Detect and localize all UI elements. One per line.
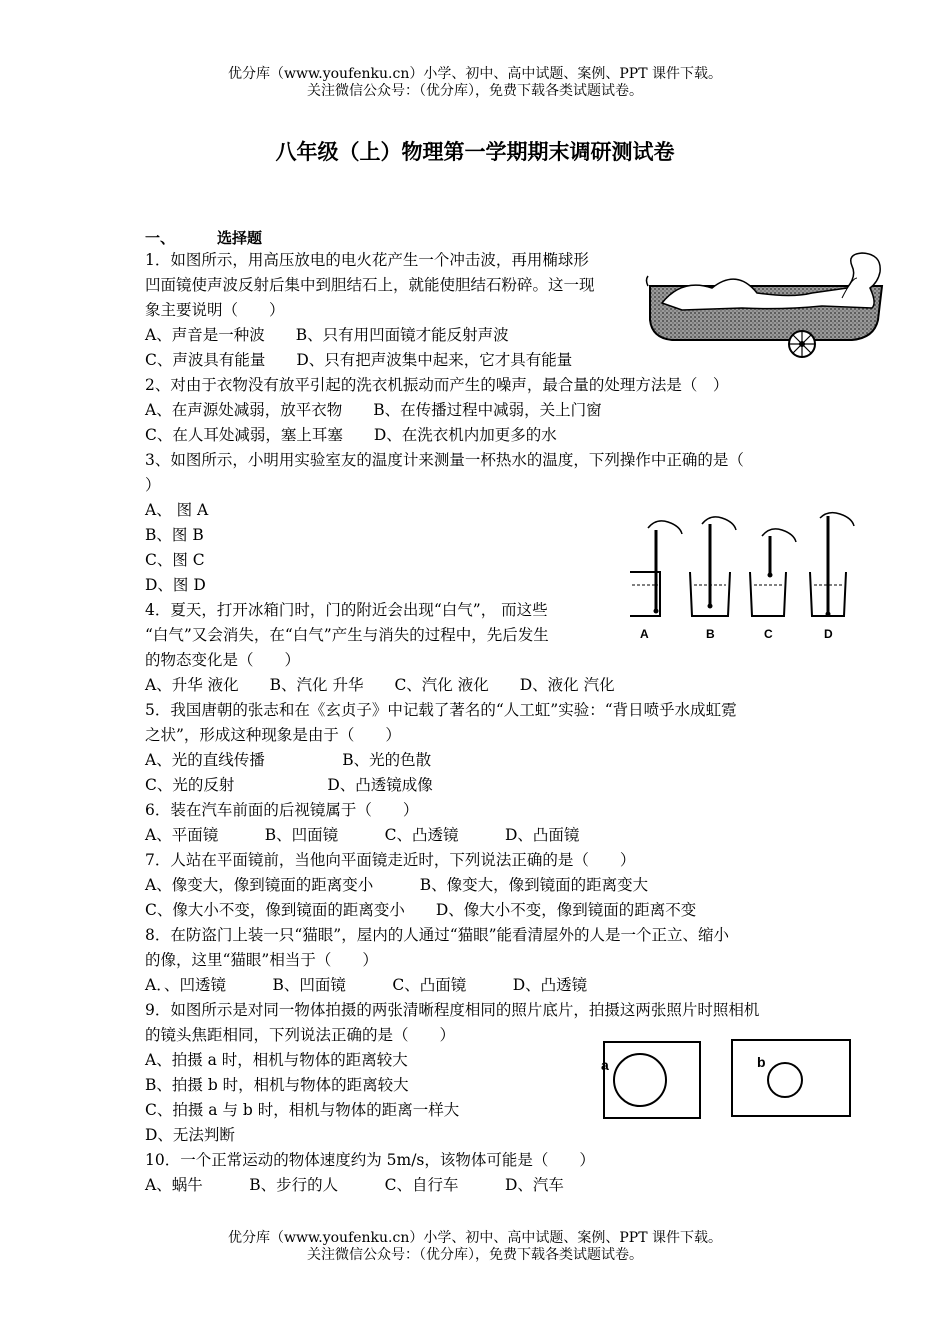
beaker-c [750, 529, 796, 616]
text-line: A、声音是一种波 B、只有用凹面镜才能反射声波 [145, 326, 509, 344]
section-heading [145, 227, 262, 248]
footer [0, 1230, 950, 1264]
text-line: A．、凹透镜 B、凹面镜 C、凸面镜 D、凸透镜 [145, 976, 588, 994]
text-line: A、光的直线传播 B、光的色散 [145, 751, 432, 769]
text-line: “白气”又会消失，在“白气”产生与消失的过程中，先后发生 [145, 626, 549, 644]
text-line: 9．如图所示是对同一物体拍摄的两张清晰程度相同的照片底片，拍摄这两张照片时照相机 [145, 1001, 760, 1019]
text-line: C、在人耳处减弱，塞上耳塞 D、在洗衣机内加更多的水 [145, 426, 557, 444]
text-line: 4．夏天，打开冰箱门时，门的附近会出现“白气”， 而这些 [145, 601, 548, 619]
text-line: 10．一个正常运动的物体速度约为 5m/s，该物体可能是（ ） [145, 1151, 595, 1169]
text-line: 象主要说明（ ） [145, 301, 285, 319]
text-line: ） [145, 476, 161, 494]
section-number: 一、 [145, 229, 176, 247]
text-line: A、蜗牛 B、步行的人 C、自行车 D、汽车 [145, 1176, 564, 1194]
text-line: 的镜头焦距相同，下列说法正确的是（ ） [145, 1026, 456, 1044]
photo-a-frame [604, 1042, 700, 1118]
header-line-1: 优分库（www.youfenku.cn）小学、初中、高中试题、案例、PPT 课件下载。 [227, 66, 722, 82]
text-line: D、无法判断 [145, 1126, 235, 1144]
footer-line-2: 关注微信公众号：（优分库），免费下载各类试题试卷。 [307, 1247, 643, 1263]
text-line: A、平面镜 B、凹面镜 C、凸透镜 D、凸面镜 [145, 826, 580, 844]
page-title: 八年级（上）物理第一学期期末调研测试卷 [275, 139, 675, 164]
text-line: D、图 D [145, 576, 206, 594]
text-line: 8．在防盗门上装一只“猫眼”，屋内的人通过“猫眼”能看清屋外的人是一个正立、缩小 [145, 926, 730, 944]
beaker-label-b: B [706, 627, 715, 641]
text-line: B、拍摄 b 时，相机与物体的距离较大 [145, 1076, 409, 1094]
beaker-label-a: A [640, 627, 649, 641]
photo-label-a: a [601, 1057, 609, 1073]
text-line: C、图 C [145, 551, 205, 569]
text-line: 3、如图所示，小明用实验室友的温度计来测量一杯热水的温度，下列操作中正确的是（ [145, 451, 744, 469]
text-line: 的物态变化是（ ） [145, 651, 301, 669]
text-line: A、像变大，像到镜面的距离变小 B、像变大，像到镜面的距离变大 [145, 876, 649, 894]
footer-line-1: 优分库（www.youfenku.cn）小学、初中、高中试题、案例、PPT 课件下载。 [227, 1230, 722, 1246]
photo-label-b: b [757, 1054, 766, 1070]
text-line: A、升华 液化 B、汽化 升华 C、汽化 液化 D、液化 汽化 [145, 676, 615, 694]
text-line: B、图 B [145, 526, 204, 544]
text-line: C、光的反射 D、凸透镜成像 [145, 776, 433, 794]
beaker-label-d: D [824, 627, 833, 641]
beaker-label-c: C [764, 627, 773, 641]
text-line: 之状”，形成这种现象是由于（ ） [145, 726, 401, 744]
text-line: A、 图 A [145, 501, 209, 519]
text-line: 的像，这里“猫眼”相当于（ ） [145, 951, 378, 969]
text-line: C、声波具有能量 D、只有把声波集中起来，它才具有能量 [145, 351, 573, 369]
text-line: C、拍摄 a 与 b 时，相机与物体的距离一样大 [145, 1101, 460, 1119]
section-label: 选择题 [217, 229, 263, 247]
text-line: A、在声源处减弱，放平衣物 B、在传播过程中减弱，关上门窗 [145, 401, 602, 419]
beaker-d [810, 513, 854, 617]
thermometer-beakers-figure [628, 510, 868, 645]
text-line: 5．我国唐朝的张志和在《玄贞子》中记载了著名的“人工虹”实验：“背日喷乎水成虹霓 [145, 701, 737, 719]
photo-b-frame [732, 1040, 850, 1116]
beaker-a [630, 521, 682, 616]
header-line-2: 关注微信公众号：（优分库），免费下载各类试题试卷。 [307, 83, 643, 99]
beaker-b [690, 517, 736, 616]
header-top [0, 66, 950, 100]
photo-negatives-figure [598, 1038, 858, 1122]
text-line: C、像大小不变，像到镜面的距离变小 D、像大小不变，像到镜面的距离不变 [145, 901, 697, 919]
bathtub-lithotripsy-figure [642, 248, 892, 360]
text-line: 7．人站在平面镜前，当他向平面镜走近时，下列说法正确的是（ ） [145, 851, 636, 869]
text-line: 6．装在汽车前面的后视镜属于（ ） [145, 801, 419, 819]
text-line: 2、对由于衣物没有放平引起的洗衣机振动而产生的噪声，最合量的处理方法是（ ） [145, 376, 729, 394]
text-line: 1．如图所示，用高压放电的电火花产生一个冲击波，再用椭球形 [145, 251, 589, 269]
text-line: 凹面镜使声波反射后集中到胆结石上，就能使胆结石粉碎。这一现 [145, 276, 595, 294]
text-line: A、拍摄 a 时，相机与物体的距离较大 [145, 1051, 408, 1069]
